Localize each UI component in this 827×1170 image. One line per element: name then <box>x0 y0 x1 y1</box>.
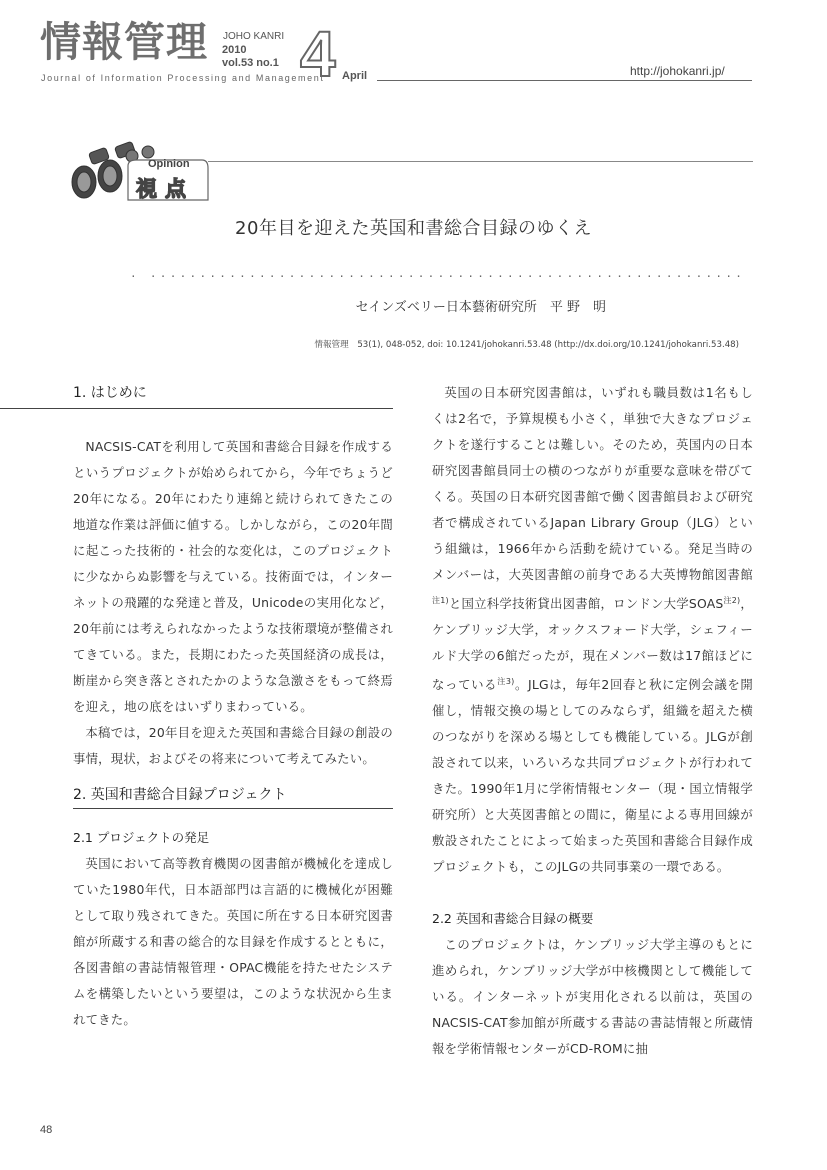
issue-year: 2010 <box>222 44 247 56</box>
journal-subtitle-en: Journal of Information Processing and Management <box>41 73 325 83</box>
journal-romaji: JOHO KANRI <box>223 31 285 42</box>
issue-month: April <box>342 70 368 82</box>
paragraph: このプロジェクトは，ケンブリッジ大学主導のもとに進められ，ケンブリッジ大学が中核機関として機能している。インターネットが実用化される以前は，英国のNACSIS-CAT参加館が所蔵する書誌の書誌情報と所蔵情報を学術情報センターがCD-ROMに抽 <box>432 937 753 1057</box>
paragraph <box>432 380 753 880</box>
footnote-ref: 注2) <box>723 596 741 605</box>
opinion-tag-ja: 視点 <box>136 177 194 201</box>
article-author: セインズベリー日本藝術研究所 平 野 明 <box>355 300 606 315</box>
paragraph-text: と国立科学技術貸出図書館，ロンドン大学SOAS <box>448 596 724 612</box>
article-citation: 情報管理 53(1), 048-052, doi: 10.1241/johokanri.53.48 (http://dx.doi.org/10.1241/johokanri.53.48) <box>314 340 739 350</box>
dotted-divider: · ···························································· <box>130 270 746 283</box>
section-heading: 1. はじめに <box>73 385 147 401</box>
footnote-ref: 注3) <box>497 677 515 687</box>
paragraph-text: 英国の日本研究図書館は，いずれも職員数は1名もしくは2名で，予算規模も小さく，単独で大きなプロジェクトを遂行することは難しい。そのため，英国内の日本研究図書館員同士の横のつながりが重要な意味を帯びてくる。英国の日本研究図書館で働く図書館員および研究者で構成されているJapan Library Group（JLG）という組織は，1966年から活動を続けている。発足当時のメンバーは，大英図書館の前身である大英博物館図書館 <box>432 385 753 582</box>
opinion-tag-en: Opinion <box>148 158 190 170</box>
right-column <box>432 380 753 1062</box>
opinion-rule <box>208 161 753 162</box>
section-heading: 2. 英国和書総合目録プロジェクト <box>73 787 287 803</box>
journal-title: 情報管理 <box>40 18 208 66</box>
opinion-section-logo <box>70 140 210 210</box>
paragraph: 英国において高等教育機関の図書館が機械化を達成していた1980年代，日本語部門は言語的に機械化が困難として取り残されてきた。英国に所在する日本研究図書館が所蔵する和書の総合的な目録を作成するとともに，各図書館の書誌情報管理・OPAC機能を持たせたシステムを構築したいという要望は，このような状況から生まれてきた。 <box>73 856 393 1027</box>
subsection-heading: 2.1 プロジェクトの発足 <box>73 830 210 845</box>
paragraph: 本稿では，20年目を迎えた英国和書総合目録の創設の事情，現状，およびその将来について考えてみたい。 <box>73 725 393 766</box>
paragraph: NACSIS-CATを利用して英国和書総合目録を作成するというプロジェクトが始められてから，今年でちょうど20年になる。20年にわたり連綿と続けられてきたこの地道な作業は評価に値する。しかしながら，この20年間に起こった技術的・社会的な変化は，このプロジェクトに少なからぬ影響を与えている。技術面では，インターネットの飛躍的な発達と普及，Unicodeの実用化など，20年前には考えられなかったような技術環境が整備されてきている。また，長期にわたった英国経済の成長は，断崖から突き落とされたかのような急激さをもって終焉を迎え，地の底をはいずりまわっている。 <box>73 439 393 714</box>
footnote-ref: 注1) <box>432 596 449 605</box>
subsection-heading: 2.2 英国和書総合目録の概要 <box>432 911 594 927</box>
paragraph-text: 。JLGは，毎年2回春と秋に定例会議を開催し，情報交換の場としてのみならず，組織を超えた横のつながりを深める場としても機能している。JLGが創設されて以来，いろいろな共同プロジェクトが行われてきた。1990年1月に学術情報センター（現・国立情報学研究所）と大英図書館との間に，衛星による専用回線が敷設されたことによって始まった英国和書総合目録作成プロジェクトも，このJLGの共同事業の一環である。 <box>432 677 754 875</box>
page-number: 48 <box>40 1124 53 1136</box>
section-rule <box>73 808 393 809</box>
issue-number: 4 <box>300 18 336 90</box>
section-rule <box>0 408 393 409</box>
header-rule <box>377 80 752 81</box>
journal-url: http://johokanri.jp/ <box>630 64 725 78</box>
paragraph-text: ，ケンブリッジ大学，オックスフォード大学，シェフィールド大学の6館だったが，現在メンバー数は17館ほどになっている <box>432 596 754 693</box>
left-column <box>73 380 393 1033</box>
article-title: 20年目を迎えた英国和書総合目録のゆくえ <box>235 218 592 239</box>
issue-volume: vol.53 no.1 <box>222 57 279 69</box>
